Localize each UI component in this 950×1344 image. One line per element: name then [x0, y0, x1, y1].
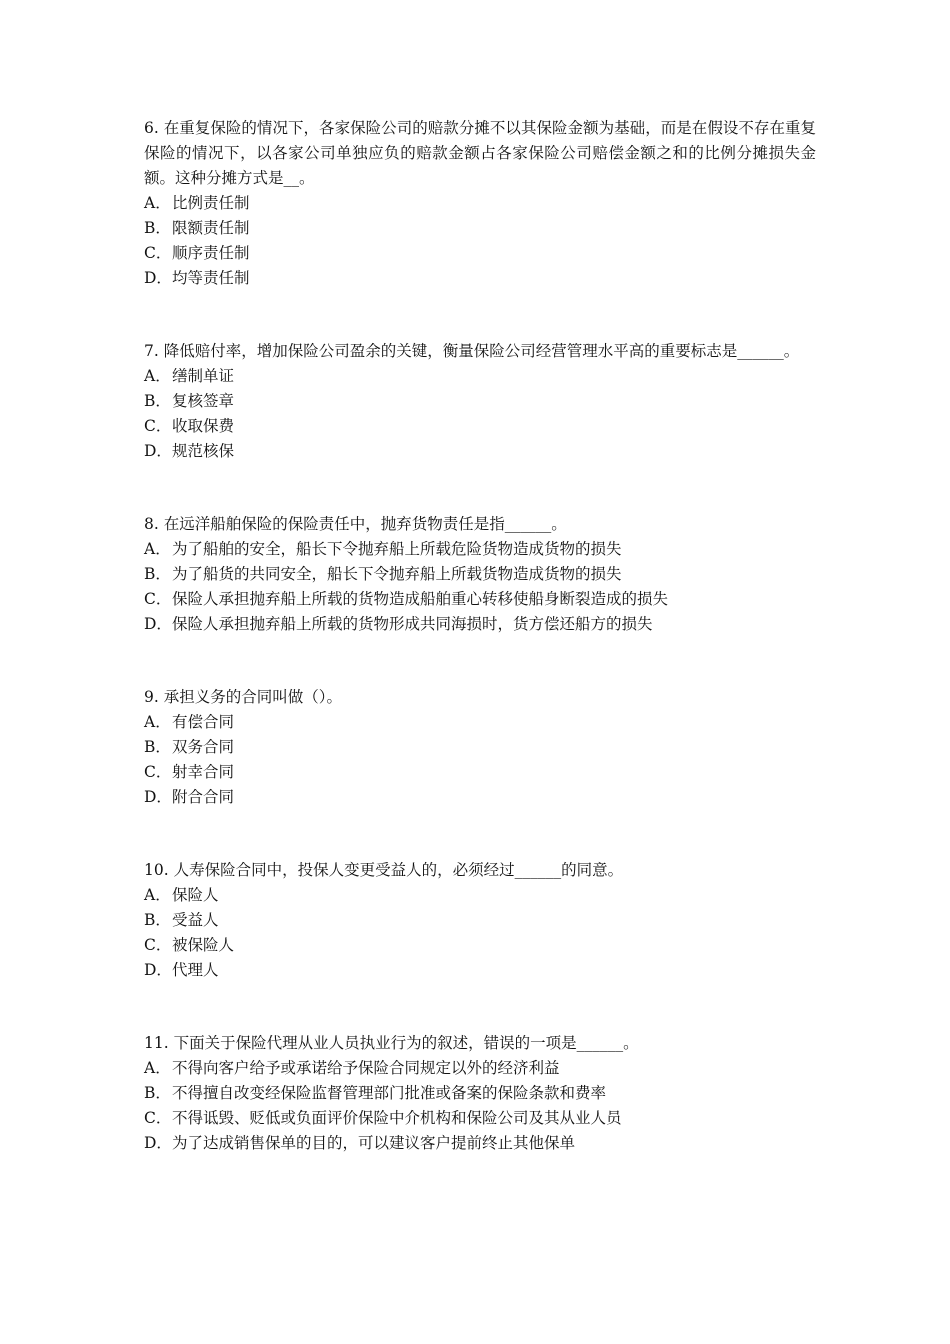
option-letter: A． [144, 713, 171, 731]
option-text: 不得诋毁、贬低或负面评价保险中介机构和保险公司及其从业人员 [172, 1109, 622, 1127]
option-d [144, 439, 816, 464]
option-letter: B． [144, 1084, 171, 1102]
option-b [144, 389, 816, 414]
option-c [144, 760, 816, 785]
option-text: 有偿合同 [172, 713, 235, 731]
option-text: 收取保费 [172, 417, 235, 435]
option-b [144, 562, 816, 587]
option-letter: B． [144, 911, 171, 929]
option-letter: C． [144, 763, 172, 781]
option-list [144, 883, 816, 983]
question-stem: 9. 承担义务的合同叫做（）。 [144, 688, 342, 706]
question-10 [144, 858, 816, 983]
option-text: 规范核保 [172, 442, 235, 460]
question-spacer [144, 637, 816, 685]
option-text: 为了船货的共同安全，船长下令抛弃船上所载货物造成货物的损失 [172, 565, 622, 583]
question-9 [144, 685, 816, 810]
option-d [144, 612, 816, 637]
option-c [144, 241, 816, 266]
option-b [144, 735, 816, 760]
question-spacer [144, 810, 816, 858]
question-6 [144, 116, 816, 291]
option-letter: C． [144, 590, 172, 608]
option-letter: D． [144, 615, 172, 633]
question-7 [144, 339, 816, 464]
option-list [144, 364, 816, 464]
question-stem: 11. 下面关于保险代理从业人员执业行为的叙述，错误的一项是______。 [144, 1034, 639, 1052]
option-a [144, 537, 816, 562]
option-list [144, 191, 816, 291]
question-spacer [144, 983, 816, 1031]
option-letter: D． [144, 269, 172, 287]
question-spacer [144, 291, 816, 339]
option-text: 比例责任制 [172, 194, 250, 212]
question-11 [144, 1031, 816, 1156]
option-b [144, 216, 816, 241]
question-8 [144, 512, 816, 637]
question-stem: 8. 在远洋船舶保险的保险责任中，抛弃货物责任是指______。 [144, 515, 567, 533]
option-letter: D． [144, 788, 172, 806]
option-text: 保险人 [172, 886, 219, 904]
question-spacer [144, 464, 816, 512]
option-list [144, 1056, 816, 1156]
option-letter: A． [144, 194, 171, 212]
option-text: 复核签章 [172, 392, 235, 410]
option-list [144, 537, 816, 637]
option-a [144, 883, 816, 908]
option-a [144, 364, 816, 389]
option-d [144, 266, 816, 291]
option-d [144, 785, 816, 810]
question-stem: 10. 人寿保险合同中，投保人变更受益人的，必须经过______的同意。 [144, 861, 624, 879]
option-c [144, 1106, 816, 1131]
option-b [144, 1081, 816, 1106]
option-c [144, 414, 816, 439]
option-text: 缮制单证 [172, 367, 235, 385]
option-text: 为了船舶的安全，船长下令抛弃船上所载危险货物造成货物的损失 [172, 540, 622, 558]
option-a [144, 191, 816, 216]
option-letter: B． [144, 219, 171, 237]
option-letter: B． [144, 392, 171, 410]
option-text: 保险人承担抛弃船上所载的货物造成船舶重心转移使船身断裂造成的损失 [172, 590, 669, 608]
option-letter: C． [144, 1109, 172, 1127]
option-c [144, 933, 816, 958]
option-text: 被保险人 [172, 936, 235, 954]
option-text: 不得擅自改变经保险监督管理部门批准或备案的保险条款和费率 [172, 1084, 607, 1102]
option-b [144, 908, 816, 933]
option-letter: C． [144, 936, 172, 954]
document-page [144, 116, 816, 1156]
option-text: 保险人承担抛弃船上所载的货物形成共同海损时，货方偿还船方的损失 [172, 615, 653, 633]
option-letter: D． [144, 1134, 172, 1152]
option-text: 限额责任制 [172, 219, 250, 237]
option-d [144, 958, 816, 983]
option-list [144, 710, 816, 810]
option-text: 射幸合同 [172, 763, 235, 781]
option-letter: D． [144, 442, 172, 460]
option-letter: C． [144, 417, 172, 435]
option-d [144, 1131, 816, 1156]
option-text: 不得向客户给予或承诺给予保险合同规定以外的经济利益 [172, 1059, 560, 1077]
option-letter: A． [144, 886, 171, 904]
question-stem: 6. 在重复保险的情况下，各家保险公司的赔款分摊不以其保险金额为基础，而是在假设不存在重复保险的情况下，以各家公司单独应负的赔款金额占各家保险公司赔偿金额之和的比例分摊损失金额。这种分摊方式是__。 [144, 119, 817, 187]
option-letter: A． [144, 540, 171, 558]
option-text: 受益人 [172, 911, 219, 929]
option-text: 顺序责任制 [172, 244, 250, 262]
question-stem: 7. 降低赔付率，增加保险公司盈余的关键，衡量保险公司经营管理水平高的重要标志是______。 [144, 342, 800, 360]
option-text: 双务合同 [172, 738, 235, 756]
option-letter: B． [144, 738, 171, 756]
option-letter: B． [144, 565, 171, 583]
option-a [144, 1056, 816, 1081]
option-a [144, 710, 816, 735]
option-letter: D． [144, 961, 172, 979]
option-text: 代理人 [172, 961, 219, 979]
option-text: 附合合同 [172, 788, 235, 806]
option-letter: A． [144, 1059, 171, 1077]
option-text: 为了达成销售保单的目的，可以建议客户提前终止其他保单 [172, 1134, 576, 1152]
option-letter: C． [144, 244, 172, 262]
option-letter: A． [144, 367, 171, 385]
option-text: 均等责任制 [172, 269, 250, 287]
option-c [144, 587, 816, 612]
